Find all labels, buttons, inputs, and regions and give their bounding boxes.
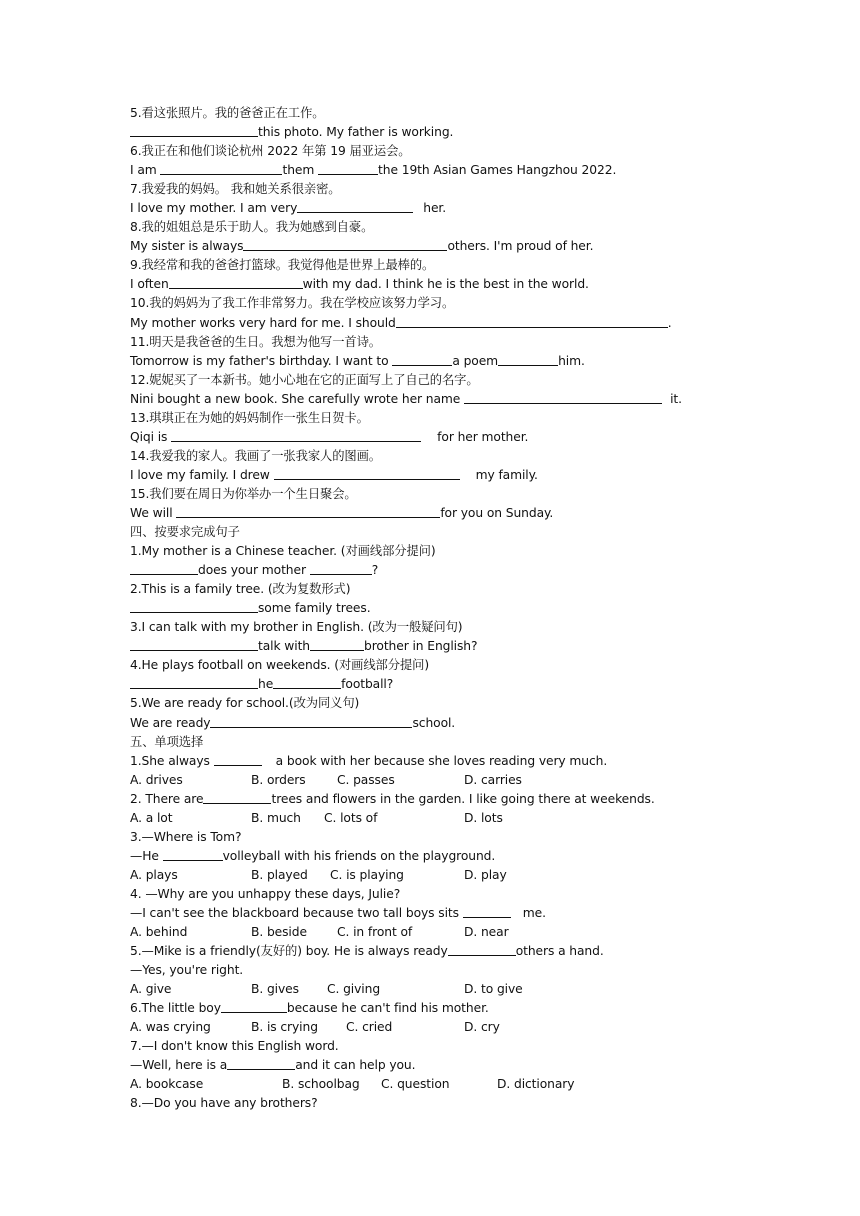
s5-q4-stem-2: —I can't see the blackboard because two tall boys sits me. <box>130 905 546 920</box>
blank <box>297 199 413 213</box>
s4-answer-3: talk with brother in English? <box>130 637 770 656</box>
s5-q8-stem: 8.—Do you have any brothers? <box>130 1096 318 1111</box>
blank <box>318 161 378 175</box>
item-10-english: My mother works very hard for me. I should . <box>130 315 672 330</box>
item-10-chinese: 10.我的妈妈为了我工作非常努力。我在学校应该努力学习。 <box>130 296 455 311</box>
item-15-english: We will for you on Sunday. <box>130 505 554 520</box>
blank <box>392 352 452 366</box>
blank <box>243 237 447 251</box>
blank <box>130 637 258 651</box>
s5-q6-stem: 6.The little boy because he can't find his mother. <box>130 1001 489 1016</box>
item-7-chinese: 7.我爱我的妈妈。 我和她关系很亲密。 <box>130 182 341 197</box>
s5-q3-options: A. plays B. played C. is playing D. play <box>130 867 507 882</box>
worksheet-page <box>130 104 770 1113</box>
blank <box>310 637 364 651</box>
blank <box>210 714 412 728</box>
blank <box>130 561 198 575</box>
blank <box>214 752 262 766</box>
blank <box>171 428 421 442</box>
s4-question-3: 3.I can talk with my brother in English. (改为一般疑问句) <box>130 620 463 635</box>
item-7-english: I love my mother. I am very her. <box>130 201 447 216</box>
s4-question-5: 5.We are ready for school.(改为同义句) <box>130 696 360 711</box>
s5-q6-options: A. was crying B. is crying C. cried D. cry <box>130 1020 500 1035</box>
s5-q4-stem: 4. —Why are you unhappy these days, Julie? <box>130 886 401 901</box>
s5-q2-stem: 2. There are trees and flowers in the garden. I like going there at weekends. <box>130 791 655 806</box>
s5-q7-stem: 7.—I don't know this English word. <box>130 1039 339 1054</box>
blank <box>169 275 303 289</box>
s5-q2-options: A. a lot B. much C. lots of D. lots <box>130 810 503 825</box>
item-5-chinese: 5.看这张照片。我的爸爸正在工作。 <box>130 106 325 120</box>
blank <box>176 504 440 518</box>
item-8-english: My sister is always others. I'm proud of her. <box>130 239 594 254</box>
blank <box>160 161 282 175</box>
blank <box>130 675 258 689</box>
item-14-chinese: 14.我爱我的家人。我画了一张我家人的图画。 <box>130 448 381 463</box>
s5-q3-stem: 3.—Where is Tom? <box>130 829 242 844</box>
s4-question-1: 1.My mother is a Chinese teacher. (对画线部分提问) <box>130 544 436 559</box>
blank <box>273 675 341 689</box>
blank <box>227 1056 295 1070</box>
item-5-english: this photo. My father is working. <box>130 123 770 142</box>
s5-q4-options: A. behind B. beside C. in front of D. near <box>130 925 509 940</box>
s4-answer-4: he football? <box>130 675 770 694</box>
blank <box>221 999 287 1013</box>
item-11-chinese: 11.明天是我爸爸的生日。我想为他写一首诗。 <box>130 334 381 349</box>
item-12-chinese: 12.妮妮买了一本新书。她小心地在它的正面写上了自己的名字。 <box>130 372 479 387</box>
s5-q3-stem-2: —He volleyball with his friends on the playground. <box>130 848 496 863</box>
blank <box>130 123 258 137</box>
s5-q7-stem-2: —Well, here is a and it can help you. <box>130 1058 416 1073</box>
s5-q1-stem: 1.She always a book with her because she loves reading very much. <box>130 753 608 768</box>
item-12-english: Nini bought a new book. She carefully wrote her name it. <box>130 391 682 406</box>
item-13-english: Qiqi is for her mother. <box>130 429 529 444</box>
blank <box>396 314 668 328</box>
s4-answer-2: some family trees. <box>130 599 770 618</box>
item-6-english: I am them the 19th Asian Games Hangzhou 2022. <box>130 163 617 178</box>
blank <box>498 352 558 366</box>
s5-q5-stem-2: —Yes, you're right. <box>130 963 244 978</box>
s4-question-2: 2.This is a family tree. (改为复数形式) <box>130 582 351 597</box>
s5-q5-options: A. give B. gives C. giving D. to give <box>130 982 523 997</box>
item-11-english: Tomorrow is my father's birthday. I want to a poem him. <box>130 353 585 368</box>
item-9-chinese: 9.我经常和我的爸爸打篮球。我觉得他是世界上最棒的。 <box>130 258 435 273</box>
s4-answer-1: does your mother ? <box>130 561 770 580</box>
section-5-heading: 五、单项选择 <box>130 734 204 749</box>
s5-q1-options: A. drives B. orders C. passes D. carries <box>130 772 522 787</box>
s5-q7-options: A. bookcase B. schoolbag C. question D. dictionary <box>130 1077 575 1092</box>
blank <box>310 561 372 575</box>
blank <box>464 390 662 404</box>
blank <box>448 942 516 956</box>
blank <box>203 790 271 804</box>
blank <box>274 466 460 480</box>
s4-question-4: 4.He plays football on weekends. (对画线部分提问) <box>130 658 430 673</box>
section-4-heading: 四、按要求完成句子 <box>130 525 240 540</box>
item-14-english: I love my family. I drew my family. <box>130 467 538 482</box>
s4-answer-5: We are ready school. <box>130 715 456 730</box>
item-13-chinese: 13.琪琪正在为她的妈妈制作一张生日贺卡。 <box>130 410 369 425</box>
item-6-chinese: 6.我正在和他们谈论杭州 2022 年第 19 届亚运会。 <box>130 144 411 159</box>
blank <box>463 904 511 918</box>
s5-q5-stem: 5.—Mike is a friendly(友好的) boy. He is always ready others a hand. <box>130 944 604 959</box>
item-15-chinese: 15.我们要在周日为你举办一个生日聚会。 <box>130 486 357 501</box>
item-8-chinese: 8.我的姐姐总是乐于助人。我为她感到自豪。 <box>130 220 374 235</box>
blank <box>130 599 258 613</box>
item-9-english: I often with my dad. I think he is the best in the world. <box>130 277 589 292</box>
blank <box>163 847 223 861</box>
